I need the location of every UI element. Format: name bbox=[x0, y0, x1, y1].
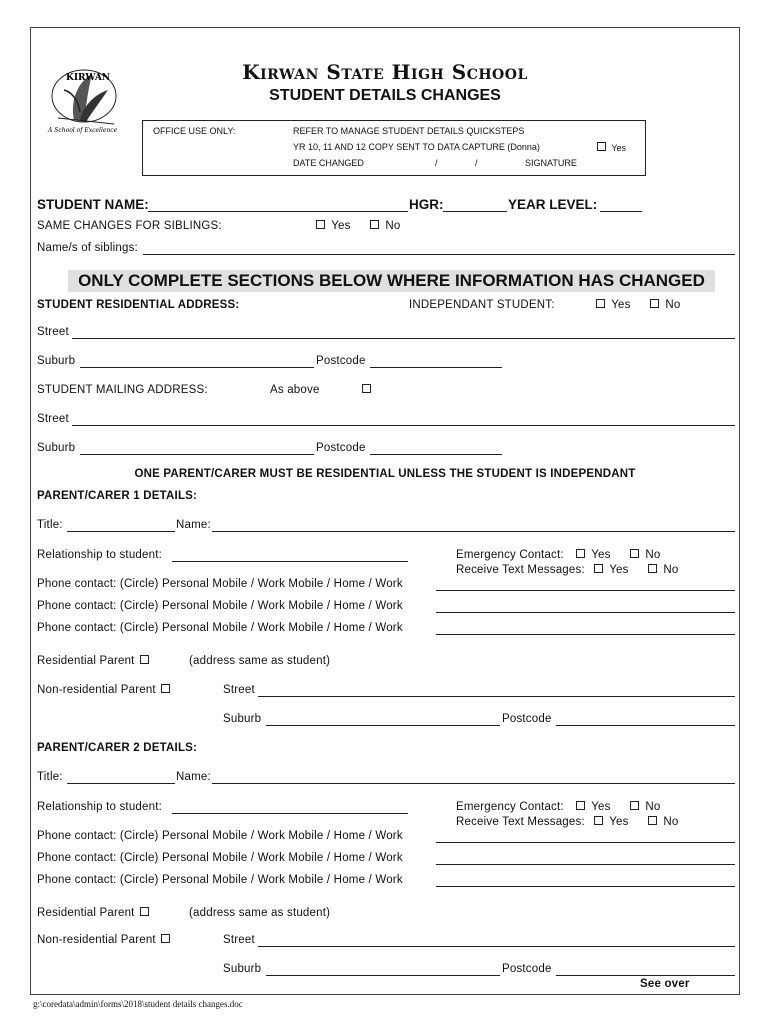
residential-postcode-label: Postcode bbox=[316, 355, 366, 367]
parent2-suburb-field[interactable] bbox=[266, 975, 500, 976]
mailing-postcode-field[interactable] bbox=[370, 454, 502, 455]
residential-postcode-field[interactable] bbox=[370, 367, 502, 368]
office-line-1: REFER TO MANAGE STUDENT DETAILS QUICKSTEPS bbox=[293, 126, 525, 136]
as-above-option bbox=[360, 384, 374, 396]
parent1-residential-checkbox[interactable] bbox=[140, 655, 149, 664]
parent2-emergency-no: No bbox=[628, 801, 661, 813]
parent2-title-field[interactable] bbox=[67, 783, 175, 784]
independent-yes-option: Yes bbox=[594, 299, 631, 311]
independent-no-checkbox[interactable] bbox=[650, 299, 659, 308]
parent1-phone-field-3[interactable] bbox=[436, 634, 735, 635]
parent1-text-yes-checkbox[interactable] bbox=[594, 564, 603, 573]
parent2-emergency-label: Emergency Contact: bbox=[456, 801, 564, 813]
parent2-phone-field-1[interactable] bbox=[436, 842, 735, 843]
parent2-name-label: Name: bbox=[176, 771, 211, 783]
parent1-nonresidential-checkbox[interactable] bbox=[161, 684, 170, 693]
parent2-emergency-yes-checkbox[interactable] bbox=[576, 801, 585, 810]
parent1-title-label: Title: bbox=[37, 519, 63, 531]
signature-label: SIGNATURE bbox=[525, 158, 577, 168]
parent1-postcode-label: Postcode bbox=[502, 713, 552, 725]
parent1-emergency-label: Emergency Contact: bbox=[456, 549, 564, 561]
parent2-text-no: No bbox=[646, 816, 679, 828]
parent2-suburb-label: Suburb bbox=[223, 963, 262, 975]
parent2-residential-option: Residential Parent bbox=[37, 907, 152, 919]
hgr-label: HGR: bbox=[409, 197, 444, 212]
see-over-note: See over bbox=[640, 978, 690, 990]
date-slash-2: / bbox=[475, 158, 478, 168]
parent1-postcode-field[interactable] bbox=[556, 725, 735, 726]
parent1-emergency-yes: Yes bbox=[574, 549, 611, 561]
mailing-suburb-label: Suburb bbox=[37, 442, 76, 454]
logo-text: KIRWAN bbox=[66, 73, 111, 83]
parent1-relationship-field[interactable] bbox=[172, 561, 408, 562]
parent2-title-label: Title: bbox=[37, 771, 63, 783]
parent2-nonresidential-option: Non-residential Parent bbox=[37, 934, 173, 946]
parent1-street-label: Street bbox=[223, 684, 255, 696]
parent1-text-label: Receive Text Messages: bbox=[456, 564, 585, 576]
parent1-name-field[interactable] bbox=[212, 531, 735, 532]
parent1-nonresidential-option: Non-residential Parent bbox=[37, 684, 173, 696]
date-slash-1: / bbox=[435, 158, 438, 168]
parent1-street-field[interactable] bbox=[258, 696, 735, 697]
parent2-postcode-label: Postcode bbox=[502, 963, 552, 975]
independent-no-option: No bbox=[648, 299, 681, 311]
parent2-text-yes-checkbox[interactable] bbox=[594, 816, 603, 825]
parent1-text-no: No bbox=[646, 564, 679, 576]
sibling-names-field[interactable] bbox=[143, 254, 735, 255]
parent1-phone-field-1[interactable] bbox=[436, 590, 735, 591]
siblings-no-option: No bbox=[368, 220, 401, 232]
mailing-suburb-field[interactable] bbox=[80, 454, 314, 455]
office-yes-option: Yes bbox=[595, 142, 626, 153]
independent-label: INDEPENDANT STUDENT: bbox=[409, 299, 555, 311]
siblings-yes-option: Yes bbox=[314, 220, 351, 232]
residential-suburb-label: Suburb bbox=[37, 355, 76, 367]
parent2-nonresidential-checkbox[interactable] bbox=[161, 934, 170, 943]
office-line-2: YR 10, 11 AND 12 COPY SENT TO DATA CAPTURE (Donna) bbox=[293, 142, 540, 152]
student-name-label: STUDENT NAME: bbox=[37, 197, 149, 212]
parent2-title: PARENT/CARER 2 DETAILS: bbox=[37, 742, 198, 754]
footer-file-path: g:\coredata\admin\forms\2018\student details changes.doc bbox=[33, 999, 243, 1009]
parent2-text-yes: Yes bbox=[592, 816, 629, 828]
parent2-postcode-field[interactable] bbox=[556, 975, 735, 976]
siblings-no-checkbox[interactable] bbox=[370, 220, 379, 229]
parent2-phone-field-3[interactable] bbox=[436, 886, 735, 887]
siblings-yes-checkbox[interactable] bbox=[316, 220, 325, 229]
parent2-street-label: Street bbox=[223, 934, 255, 946]
as-above-label: As above bbox=[270, 384, 320, 396]
parent1-phone-label-1: Phone contact: (Circle) Personal Mobile / Work Mobile / Home / Work bbox=[37, 578, 403, 590]
parent2-phone-label-1: Phone contact: (Circle) Personal Mobile / Work Mobile / Home / Work bbox=[37, 830, 403, 842]
residential-suburb-field[interactable] bbox=[80, 367, 314, 368]
mailing-title: STUDENT MAILING ADDRESS: bbox=[37, 384, 208, 396]
parent1-suburb-label: Suburb bbox=[223, 713, 262, 725]
parent2-text-label: Receive Text Messages: bbox=[456, 816, 585, 828]
residential-street-label: Street bbox=[37, 326, 69, 338]
parent2-relationship-label: Relationship to student: bbox=[37, 801, 162, 813]
logo-motto: A School of Excellence bbox=[48, 127, 118, 134]
parent2-residential-checkbox[interactable] bbox=[140, 907, 149, 916]
school-name: Kirwan State High School bbox=[242, 60, 528, 84]
parent2-text-no-checkbox[interactable] bbox=[648, 816, 657, 825]
mailing-street-field[interactable] bbox=[72, 425, 735, 426]
year-level-field[interactable] bbox=[600, 211, 642, 212]
residential-notice: ONE PARENT/CARER MUST BE RESIDENTIAL UNLESS THE STUDENT IS INDEPENDANT bbox=[134, 468, 636, 480]
year-level-label: YEAR LEVEL: bbox=[508, 197, 598, 212]
parent1-phone-label-2: Phone contact: (Circle) Personal Mobile / Work Mobile / Home / Work bbox=[37, 600, 403, 612]
parent1-emergency-no-checkbox[interactable] bbox=[630, 549, 639, 558]
residential-title: STUDENT RESIDENTIAL ADDRESS: bbox=[37, 299, 240, 311]
independent-yes-checkbox[interactable] bbox=[596, 299, 605, 308]
parent1-title-field[interactable] bbox=[67, 531, 175, 532]
siblings-label: SAME CHANGES FOR SIBLINGS: bbox=[37, 220, 222, 232]
parent1-text-no-checkbox[interactable] bbox=[648, 564, 657, 573]
hgr-field[interactable] bbox=[443, 211, 507, 212]
parent2-address-same: (address same as student) bbox=[189, 907, 331, 919]
parent1-phone-field-2[interactable] bbox=[436, 612, 735, 613]
parent1-name-label: Name: bbox=[176, 519, 211, 531]
parent2-relationship-field[interactable] bbox=[172, 813, 408, 814]
parent2-street-field[interactable] bbox=[258, 946, 735, 947]
mailing-street-label: Street bbox=[37, 413, 69, 425]
parent1-text-yes: Yes bbox=[592, 564, 629, 576]
instruction-banner: ONLY COMPLETE SECTIONS BELOW WHERE INFORMATION HAS CHANGED bbox=[68, 270, 715, 292]
sibling-names-label: Name/s of siblings: bbox=[37, 242, 138, 254]
date-changed-label: DATE CHANGED bbox=[293, 158, 364, 168]
office-yes-checkbox[interactable] bbox=[597, 142, 606, 151]
parent1-suburb-field[interactable] bbox=[266, 725, 500, 726]
residential-street-field[interactable] bbox=[72, 338, 735, 339]
parent1-emergency-yes-checkbox[interactable] bbox=[576, 549, 585, 558]
form-title: STUDENT DETAILS CHANGES bbox=[269, 87, 501, 104]
parent1-title: PARENT/CARER 1 DETAILS: bbox=[37, 490, 198, 502]
parent2-emergency-yes: Yes bbox=[574, 801, 611, 813]
parent1-address-same: (address same as student) bbox=[189, 655, 331, 667]
parent1-relationship-label: Relationship to student: bbox=[37, 549, 162, 561]
parent2-name-field[interactable] bbox=[212, 783, 735, 784]
parent2-phone-field-2[interactable] bbox=[436, 864, 735, 865]
parent1-residential-option: Residential Parent bbox=[37, 655, 152, 667]
parent2-phone-label-3: Phone contact: (Circle) Personal Mobile / Work Mobile / Home / Work bbox=[37, 874, 403, 886]
as-above-checkbox[interactable] bbox=[362, 384, 371, 393]
office-use-box bbox=[142, 120, 646, 176]
parent1-phone-label-3: Phone contact: (Circle) Personal Mobile / Work Mobile / Home / Work bbox=[37, 622, 403, 634]
parent1-emergency-no: No bbox=[628, 549, 661, 561]
parent2-phone-label-2: Phone contact: (Circle) Personal Mobile / Work Mobile / Home / Work bbox=[37, 852, 403, 864]
parent2-emergency-no-checkbox[interactable] bbox=[630, 801, 639, 810]
office-use-label: OFFICE USE ONLY: bbox=[153, 126, 236, 136]
student-name-field[interactable] bbox=[148, 211, 408, 212]
mailing-postcode-label: Postcode bbox=[316, 442, 366, 454]
